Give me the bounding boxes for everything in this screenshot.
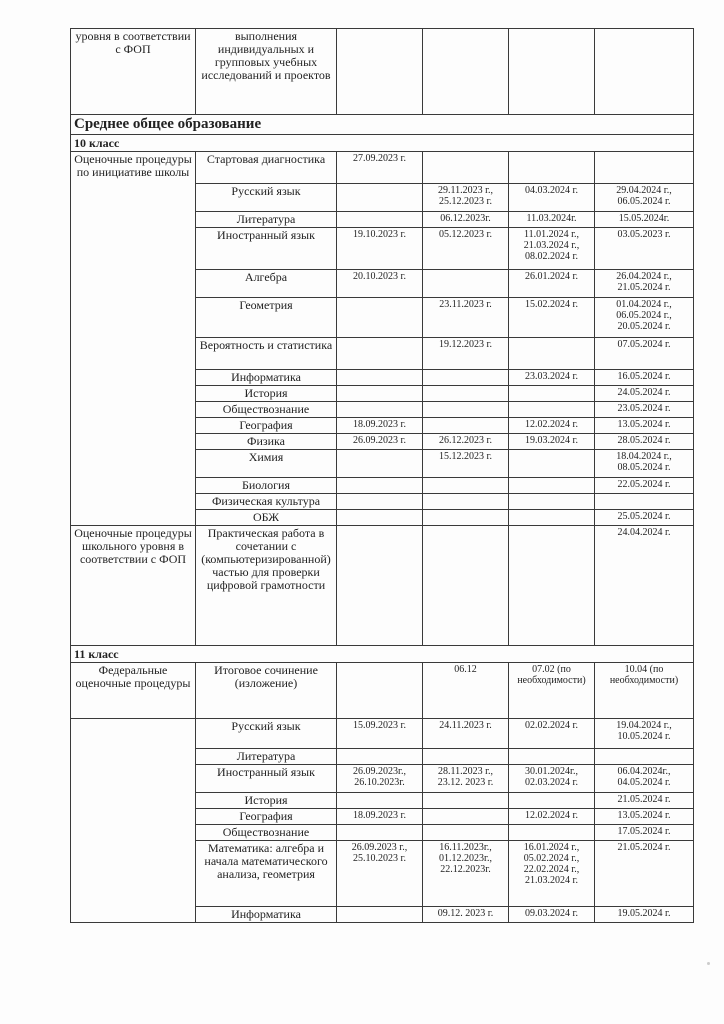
- grade-heading: 10 класс: [71, 135, 694, 152]
- date-cell: [423, 370, 509, 386]
- date-cell: [423, 510, 509, 526]
- date-cell: [509, 338, 595, 370]
- date-cell: [337, 749, 423, 765]
- subject-cell: выполнения индивидуальных и групповых учебных исследований и проектов: [196, 29, 337, 115]
- date-cell: [337, 298, 423, 338]
- date-cell: 30.01.2024г., 02.03.2024 г.: [509, 765, 595, 793]
- date-cell: [423, 418, 509, 434]
- subject-cell: Геометрия: [196, 298, 337, 338]
- date-cell: 06.04.2024г., 04.05.2024 г.: [595, 765, 694, 793]
- date-cell: [423, 386, 509, 402]
- section-heading: Среднее общее образование: [71, 115, 694, 135]
- date-cell: [423, 402, 509, 418]
- date-cell: [423, 809, 509, 825]
- date-cell: [509, 386, 595, 402]
- date-cell: [509, 402, 595, 418]
- date-cell: [595, 152, 694, 184]
- table-row: [71, 526, 694, 646]
- subject-cell: Биология: [196, 478, 337, 494]
- date-cell: [337, 510, 423, 526]
- date-cell: 19.04.2024 г., 10.05.2024 г.: [595, 719, 694, 749]
- category-cell: Федеральные оценочные процедуры: [71, 663, 196, 719]
- subject-cell: Вероятность и статистика: [196, 338, 337, 370]
- date-cell: [423, 29, 509, 115]
- category-cell: [71, 719, 196, 923]
- date-cell: 26.09.2023 г., 25.10.2023 г.: [337, 841, 423, 907]
- subject-cell: Стартовая диагностика: [196, 152, 337, 184]
- date-cell: 15.09.2023 г.: [337, 719, 423, 749]
- date-cell: 15.02.2024 г.: [509, 298, 595, 338]
- date-cell: [423, 270, 509, 298]
- date-cell: [509, 825, 595, 841]
- date-cell: [423, 825, 509, 841]
- date-cell: 19.05.2024 г.: [595, 907, 694, 923]
- date-cell: [423, 793, 509, 809]
- subject-cell: Математика: алгебра и начала математического анализа, геометрия: [196, 841, 337, 907]
- date-cell: [337, 494, 423, 510]
- subject-cell: ОБЖ: [196, 510, 337, 526]
- date-cell: [509, 510, 595, 526]
- date-cell: 07.02 (по необходимости): [509, 663, 595, 719]
- scan-speck: [707, 962, 710, 965]
- date-cell: 09.03.2024 г.: [509, 907, 595, 923]
- date-cell: 26.12.2023 г.: [423, 434, 509, 450]
- date-cell: [337, 478, 423, 494]
- date-cell: 11.03.2024г.: [509, 212, 595, 228]
- subject-cell: Русский язык: [196, 184, 337, 212]
- date-cell: [337, 526, 423, 646]
- date-cell: [337, 212, 423, 228]
- date-cell: [509, 793, 595, 809]
- assessment-schedule-table: [70, 28, 694, 923]
- date-cell: 23.03.2024 г.: [509, 370, 595, 386]
- category-cell: Оценочные процедуры школьного уровня в соответствии с ФОП: [71, 526, 196, 646]
- subject-cell: Иностранный язык: [196, 765, 337, 793]
- date-cell: 24.11.2023 г.: [423, 719, 509, 749]
- date-cell: 09.12. 2023 г.: [423, 907, 509, 923]
- date-cell: 24.05.2024 г.: [595, 386, 694, 402]
- date-cell: [595, 494, 694, 510]
- date-cell: 26.09.2023г., 26.10.2023г.: [337, 765, 423, 793]
- date-cell: [423, 526, 509, 646]
- date-cell: [423, 749, 509, 765]
- date-cell: 26.09.2023 г.: [337, 434, 423, 450]
- date-cell: 19.10.2023 г.: [337, 228, 423, 270]
- date-cell: 19.12.2023 г.: [423, 338, 509, 370]
- date-cell: 16.05.2024 г.: [595, 370, 694, 386]
- date-cell: [337, 825, 423, 841]
- date-cell: 21.05.2024 г.: [595, 841, 694, 907]
- date-cell: 18.04.2024 г., 08.05.2024 г.: [595, 450, 694, 478]
- date-cell: 16.11.2023г., 01.12.2023г., 22.12.2023г.: [423, 841, 509, 907]
- date-cell: [509, 494, 595, 510]
- date-cell: [423, 494, 509, 510]
- date-cell: 25.05.2024 г.: [595, 510, 694, 526]
- date-cell: 01.04.2024 г., 06.05.2024 г., 20.05.2024 г.: [595, 298, 694, 338]
- date-cell: [509, 450, 595, 478]
- date-cell: 18.09.2023 г.: [337, 418, 423, 434]
- date-cell: [423, 478, 509, 494]
- subject-cell: Информатика: [196, 907, 337, 923]
- date-cell: 22.05.2024 г.: [595, 478, 694, 494]
- category-cell: Оценочные процедуры по инициативе школы: [71, 152, 196, 526]
- subject-cell: Литература: [196, 749, 337, 765]
- date-cell: 23.11.2023 г.: [423, 298, 509, 338]
- date-cell: 29.11.2023 г., 25.12.2023 г.: [423, 184, 509, 212]
- subject-cell: Обществознание: [196, 825, 337, 841]
- date-cell: 16.01.2024 г., 05.02.2024 г., 22.02.2024 г., 21.03.2024 г.: [509, 841, 595, 907]
- date-cell: 19.03.2024 г.: [509, 434, 595, 450]
- date-cell: 20.10.2023 г.: [337, 270, 423, 298]
- date-cell: 23.05.2024 г.: [595, 402, 694, 418]
- subject-cell: Физическая культура: [196, 494, 337, 510]
- date-cell: [509, 29, 595, 115]
- date-cell: 15.12.2023 г.: [423, 450, 509, 478]
- date-cell: 28.05.2024 г.: [595, 434, 694, 450]
- date-cell: [509, 526, 595, 646]
- table-row: [71, 719, 694, 749]
- date-cell: [509, 749, 595, 765]
- date-cell: 17.05.2024 г.: [595, 825, 694, 841]
- date-cell: 28.11.2023 г., 23.12. 2023 г.: [423, 765, 509, 793]
- date-cell: [423, 152, 509, 184]
- date-cell: 13.05.2024 г.: [595, 809, 694, 825]
- date-cell: 13.05.2024 г.: [595, 418, 694, 434]
- table-row: [71, 152, 694, 184]
- date-cell: 10.04 (по необходимости): [595, 663, 694, 719]
- date-cell: [337, 184, 423, 212]
- date-cell: 07.05.2024 г.: [595, 338, 694, 370]
- date-cell: [337, 386, 423, 402]
- date-cell: 06.12: [423, 663, 509, 719]
- date-cell: [509, 152, 595, 184]
- date-cell: [595, 749, 694, 765]
- date-cell: [337, 29, 423, 115]
- subject-cell: География: [196, 809, 337, 825]
- date-cell: 11.01.2024 г., 21.03.2024 г., 08.02.2024 г.: [509, 228, 595, 270]
- date-cell: [337, 338, 423, 370]
- category-cell: уровня в соответствии с ФОП: [71, 29, 196, 115]
- date-cell: 15.05.2024г.: [595, 212, 694, 228]
- subject-cell: Алгебра: [196, 270, 337, 298]
- date-cell: 24.04.2024 г.: [595, 526, 694, 646]
- date-cell: 06.12.2023г.: [423, 212, 509, 228]
- date-cell: [337, 450, 423, 478]
- date-cell: 18.09.2023 г.: [337, 809, 423, 825]
- subject-cell: Физика: [196, 434, 337, 450]
- date-cell: 21.05.2024 г.: [595, 793, 694, 809]
- date-cell: 26.01.2024 г.: [509, 270, 595, 298]
- date-cell: 12.02.2024 г.: [509, 418, 595, 434]
- grade-heading: 11 класс: [71, 646, 694, 663]
- date-cell: 29.04.2024 г., 06.05.2024 г.: [595, 184, 694, 212]
- date-cell: [337, 793, 423, 809]
- subject-cell: Литература: [196, 212, 337, 228]
- table-row: [71, 29, 694, 115]
- date-cell: 05.12.2023 г.: [423, 228, 509, 270]
- subject-cell: История: [196, 793, 337, 809]
- subject-cell: Итоговое сочинение (изложение): [196, 663, 337, 719]
- date-cell: [595, 29, 694, 115]
- date-cell: 26.04.2024 г., 21.05.2024 г.: [595, 270, 694, 298]
- subject-cell: Обществознание: [196, 402, 337, 418]
- date-cell: 12.02.2024 г.: [509, 809, 595, 825]
- subject-cell: География: [196, 418, 337, 434]
- date-cell: 03.05.2023 г.: [595, 228, 694, 270]
- subject-cell: История: [196, 386, 337, 402]
- date-cell: [337, 663, 423, 719]
- subject-cell: Практическая работа в сочетании с (компьютеризированной) частью для проверки цифровой грамотности: [196, 526, 337, 646]
- date-cell: [337, 907, 423, 923]
- date-cell: 04.03.2024 г.: [509, 184, 595, 212]
- date-cell: [509, 478, 595, 494]
- date-cell: 02.02.2024 г.: [509, 719, 595, 749]
- date-cell: [337, 402, 423, 418]
- subject-cell: Химия: [196, 450, 337, 478]
- subject-cell: Иностранный язык: [196, 228, 337, 270]
- table-row: [71, 663, 694, 719]
- date-cell: 27.09.2023 г.: [337, 152, 423, 184]
- subject-cell: Русский язык: [196, 719, 337, 749]
- date-cell: [337, 370, 423, 386]
- subject-cell: Информатика: [196, 370, 337, 386]
